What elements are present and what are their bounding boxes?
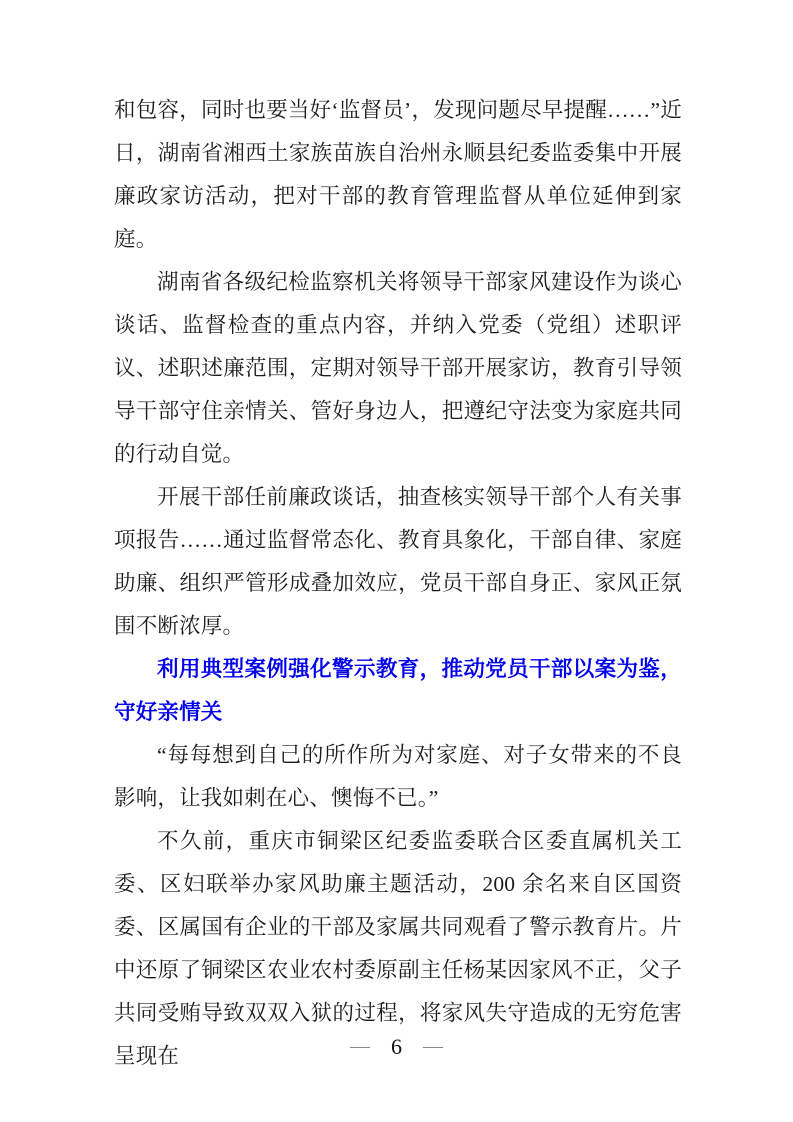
page-number: 6 <box>391 1034 402 1059</box>
body-paragraph: 湖南省各级纪检监察机关将领导干部家风建设作为谈心谈话、监督检查的重点内容，并纳入党委（党组）述职评议、述职述廉范围，定期对领导干部开展家访，教育引导领导干部守住亲情关、管好身边人，把遵纪守法变为家庭共同的行动自觉。 <box>114 270 682 466</box>
body-paragraph: 和包容，同时也要当好‘监督员’，发现问题尽早提醒……”近日，湖南省湘西土家族苗族自治州永顺县纪委监委集中开展廉政家访活动，把对干部的教育管理监督从单位延伸到家庭。 <box>114 98 682 251</box>
page-footer <box>0 1032 793 1063</box>
body-paragraph: 开展干部任前廉政谈话，抽查核实领导干部个人有关事项报告……通过监督常态化、教育具象化，干部自律、家庭助廉、组织严管形成叠加效应，党员干部自身正、家风正氛围不断浓厚。 <box>114 485 682 638</box>
footer-dash-right: — <box>423 1035 443 1057</box>
section-heading: 利用典型案例强化警示教育，推动党员干部以案为鉴，守好亲情关 <box>114 657 682 724</box>
body-paragraph: 不久前，重庆市铜梁区纪委监委联合区委直属机关工委、区妇联举办家风助廉主题活动，200 余名来自区国资委、区属国有企业的干部及家属共同观看了警示教育片。片中还原了铜梁区农业农村委原副主任杨某因家风不正，父子共同受贿导致双双入狱的过程，将家风失守造成的无穷危害呈现在 <box>114 829 682 1068</box>
footer-dash-left: — <box>350 1035 370 1057</box>
text-content <box>114 89 682 1078</box>
body-paragraph: “每每想到自己的所作所为对家庭、对子女带来的不良影响，让我如刺在心、懊悔不已。” <box>114 743 682 810</box>
